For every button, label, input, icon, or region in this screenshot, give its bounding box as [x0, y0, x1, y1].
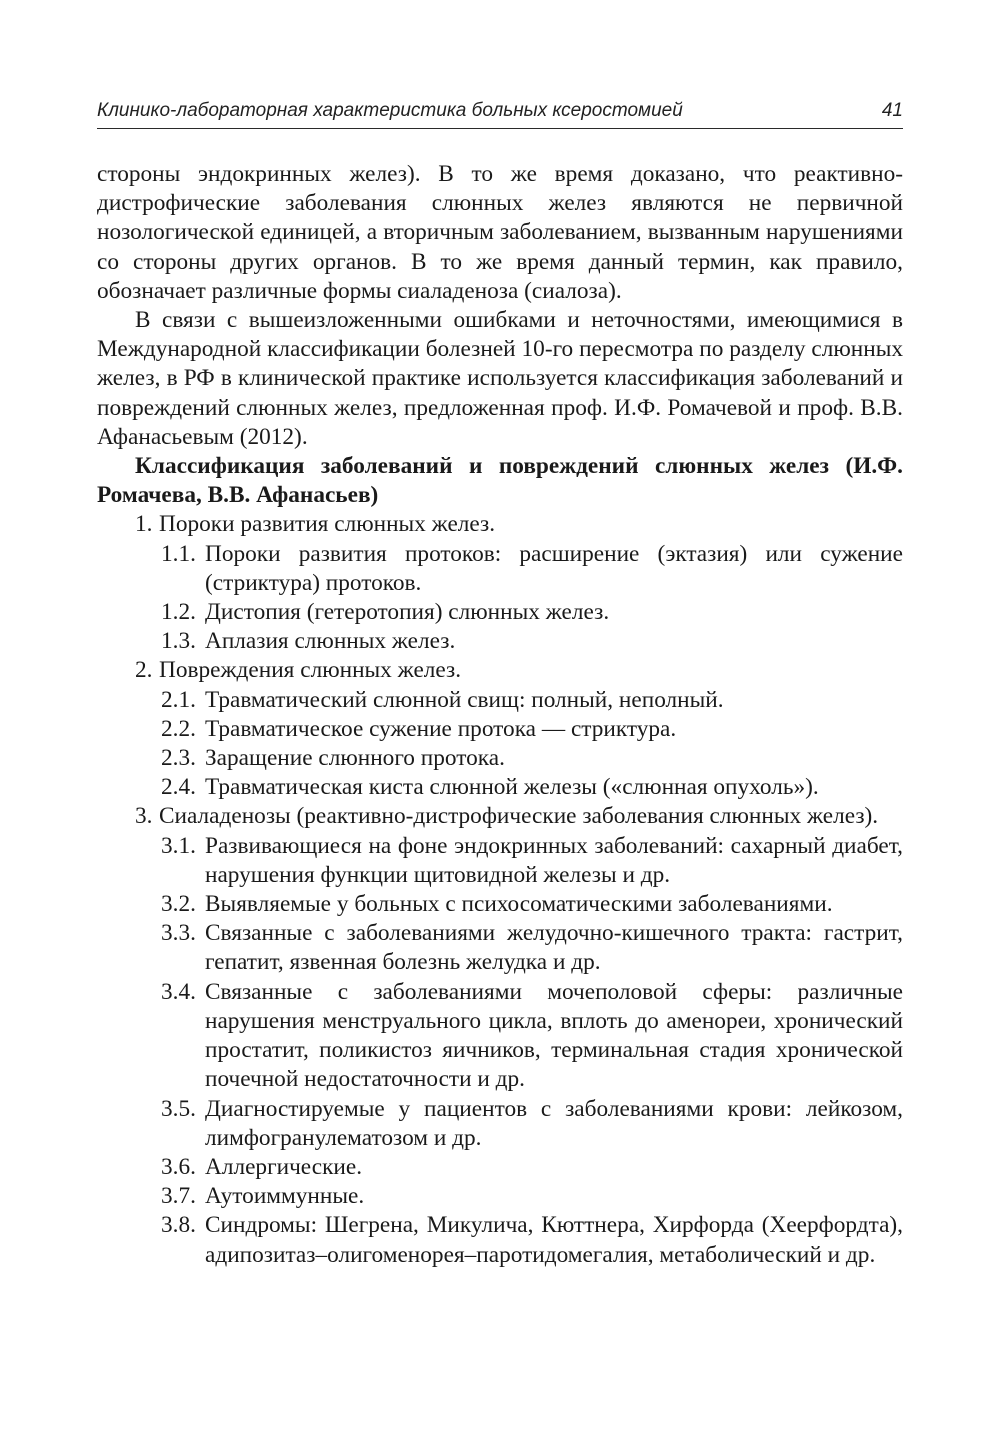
list-item-3-5 [97, 1095, 903, 1153]
list-item-3-6 [97, 1153, 903, 1182]
list-item-number: 3.1. [161, 832, 196, 859]
list-item-text: Травматический слюнной свищ: полный, неполный. [205, 686, 724, 713]
list-item-text: Пороки развития слюнных желез. [159, 511, 496, 538]
page-body [97, 160, 903, 1270]
list-item-1-2 [97, 598, 903, 627]
list-item-2-2 [97, 715, 903, 744]
list-item-number: 3.3. [161, 920, 196, 947]
list-item-1-1 [97, 540, 903, 598]
list-item-number: 2. [135, 657, 153, 684]
list-item-number: 1.3. [161, 628, 196, 655]
list-item-text: Синдромы: Шегрена, Микулича, Кюттнера, Хирфорда (Хеерфордта), адипозитаз–олигоменорея–паротидомегалия, метаболический и др. [205, 1212, 903, 1268]
list-item-text: Выявляемые у больных с психосоматическими заболеваниями. [205, 891, 833, 918]
list-item-3-3 [97, 919, 903, 977]
list-item-text: Диагностируемые у пациентов с заболеваниями крови: лейкозом, лимфогранулематозом и др. [205, 1095, 903, 1151]
list-item-number: 3.4. [161, 978, 196, 1005]
list-item-text: Аплазия слюнных желез. [205, 628, 456, 655]
list-item-3-1 [97, 832, 903, 890]
paragraph-classification-intro: В связи с вышеизложенными ошибками и неточностями, имеющимися в Международной классификации болезней 10-го пересмотра по разделу слюнных желез, в РФ в клинической практике используется классификация заболеваний и повреждений слюнных желез, предложенная проф. И.Ф. Ромачевой и проф. В.В. Афанасьевым (2012). [97, 307, 903, 450]
page-number: 41 [881, 100, 903, 121]
list-item-number: 1.1. [161, 540, 196, 567]
list-item-3-8 [97, 1211, 903, 1269]
list-item-text: Развивающиеся на фоне эндокринных заболеваний: сахарный диабет, нарушения функции щитовидной железы и др. [205, 832, 903, 888]
list-item-number: 3.7. [161, 1183, 196, 1210]
list-item-number: 3.6. [161, 1153, 196, 1180]
running-header [97, 98, 903, 129]
list-item-2-3 [97, 744, 903, 773]
list-item-number: 1. [135, 511, 153, 538]
list-item-text: Пороки развития протоков: расширение (эктазия) или сужение (стриктура) протоков. [205, 540, 903, 596]
running-title: Клинико-лабораторная характеристика больных ксеростомией [97, 100, 683, 121]
list-item-2-4 [97, 773, 903, 802]
classification-title: Классификация заболеваний и повреждений слюнных желез (И.Ф. Ромачева, В.В. Афанасьев) [97, 453, 903, 509]
list-item-number: 2.2. [161, 715, 196, 742]
paragraph-continuation: стороны эндокринных желез). В то же время доказано, что реактивно-дистрофические заболевания слюнных желез являются не первичной нозологической единицей, а вторичным заболеванием, вызванным нарушениями со стороны других органов. В то же время данный термин, как правило, обозначает различные формы сиаладеноза (сиалоза). [97, 161, 903, 304]
list-item-text: Дистопия (гетеротопия) слюнных желез. [205, 599, 610, 626]
list-item-group-1 [97, 510, 903, 539]
list-item-number: 3.8. [161, 1212, 196, 1239]
list-item-number: 2.1. [161, 686, 196, 713]
list-item-3-7 [97, 1182, 903, 1211]
list-item-text: Связанные с заболеваниями желудочно-кишечного тракта: гастрит, гепатит, язвенная болезнь желудка и др. [205, 920, 903, 976]
list-item-number: 1.2. [161, 599, 196, 626]
list-item-text: Заращение слюнного протока. [205, 745, 505, 772]
list-item-text: Аллергические. [205, 1153, 363, 1180]
list-item-number: 2.4. [161, 774, 196, 801]
list-item-1-3 [97, 627, 903, 656]
list-item-number: 2.3. [161, 745, 196, 772]
list-item-number: 3. [135, 803, 153, 830]
list-item-text: Связанные с заболеваниями мочеполовой сферы: различные нарушения менструального цикла, вплоть до аменореи, хронический простатит, поликистоз яичников, терминальная стадия хронической почечной недостаточности и др. [205, 978, 903, 1093]
list-item-2-1 [97, 686, 903, 715]
list-item-number: 3.5. [161, 1095, 196, 1122]
list-item-group-3 [97, 802, 903, 831]
list-item-text: Повреждения слюнных желез. [159, 657, 462, 684]
list-item-text: Травматическая киста слюнной железы («слюнная опухоль»). [205, 774, 819, 801]
list-item-text: Аутоиммунные. [205, 1183, 365, 1210]
list-item-3-4 [97, 978, 903, 1095]
list-item-group-2 [97, 656, 903, 685]
list-item-3-2 [97, 890, 903, 919]
list-item-number: 3.2. [161, 891, 196, 918]
list-item-text: Травматическое сужение протока — стриктура. [205, 715, 677, 742]
list-item-text: Сиаладенозы (реактивно-дистрофические заболевания слюнных желез). [159, 803, 879, 830]
